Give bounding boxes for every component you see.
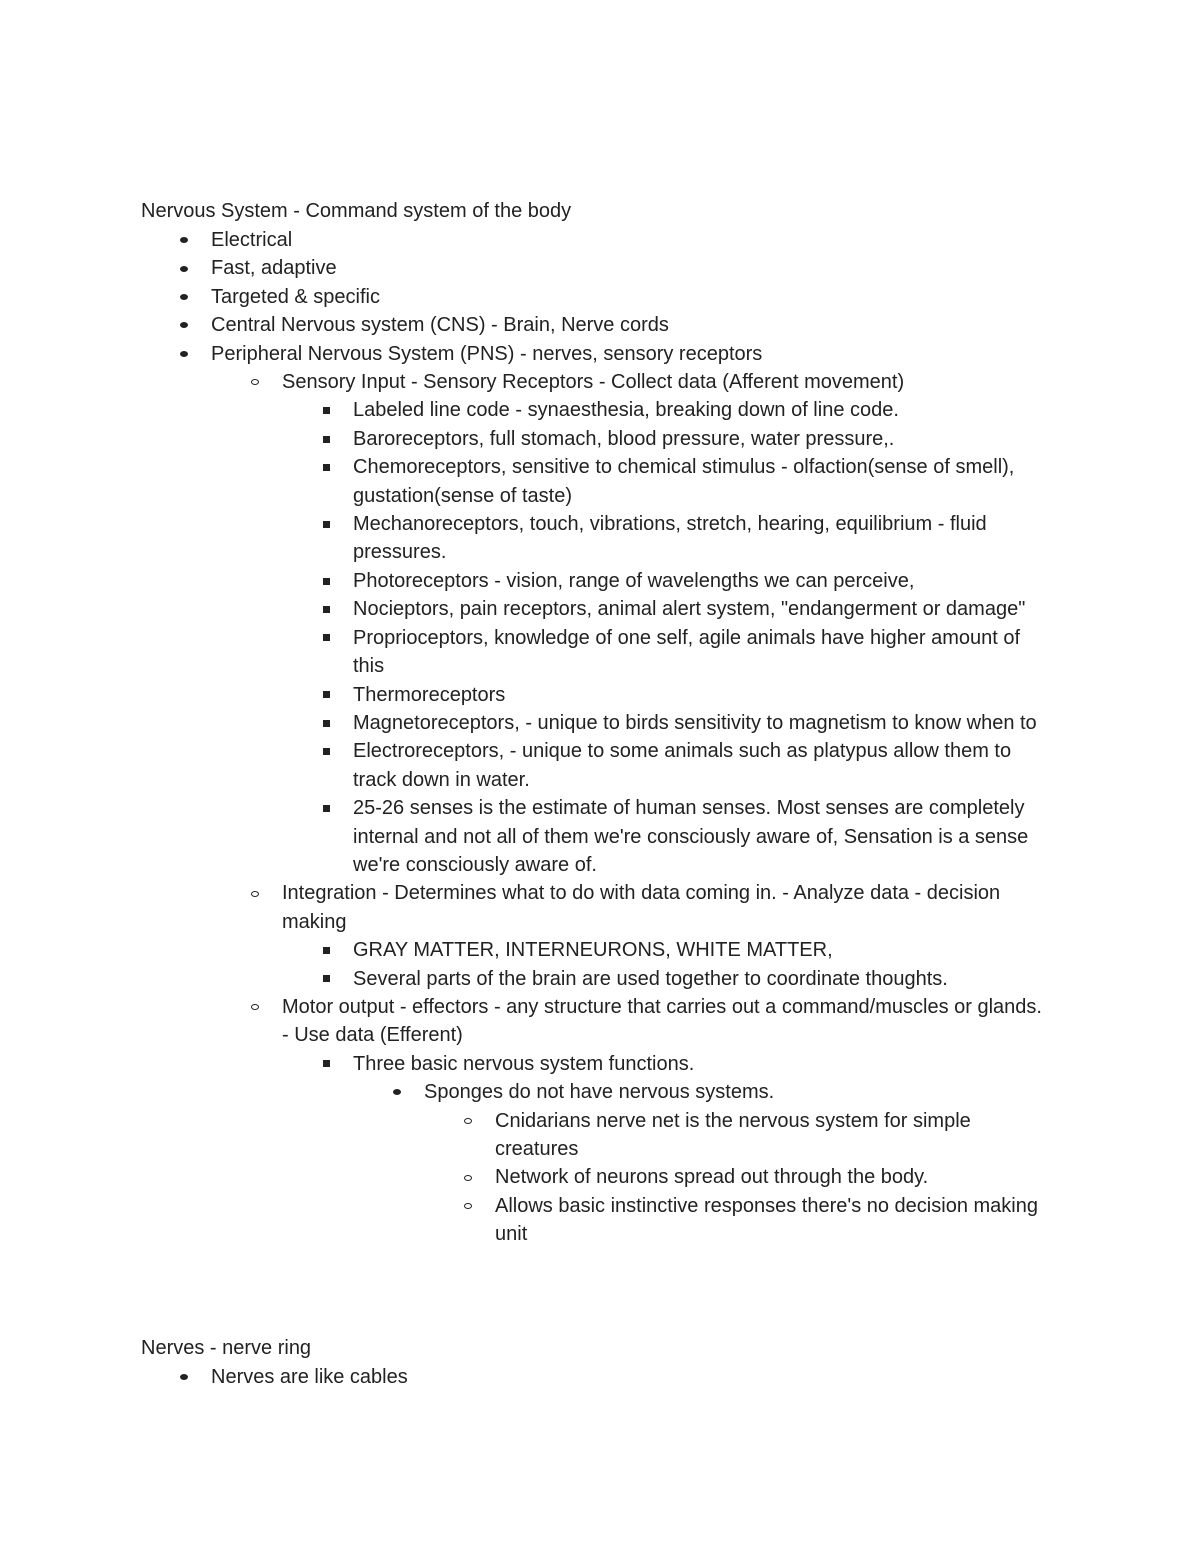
list-item: Mechanoreceptors, touch, vibrations, stretch, hearing, equilibrium - fluid pressures. [353, 510, 1051, 567]
integration-list [353, 936, 1051, 993]
bullet-square-icon [320, 624, 332, 652]
section-heading-nervous-system: Nervous System - Command system of the body [141, 200, 572, 222]
bullet-square-icon [320, 965, 332, 993]
list-item-sensory-input: Sensory Input - Sensory Receptors - Collect data (Afferent movement) Labeled line code - synaesthesia, breaking down of line code. Baroreceptors, full stomach, blood pressure, water pressure,. Chemoreceptors, sensitive to chemical stimulus - olfaction(sense of smell), gustation(sense of taste) Mechanoreceptors, touch, vibrations, stretch, hearing, equilibrium - fluid pressures. Photoreceptors - vision, range of wavelengths we can perceive, Nocieptors, pain receptors, animal alert system, "endangerment or damage" Proprioceptors, knowledge of one self, agile animals have higher amount of this Thermoreceptors Magnetoreceptors, - unique to birds sensitivity to magnetism to know when to Electroreceptors, - unique to some animals such as platypus allow them to track down in water. 25-26 senses is the estimate of human senses. Most senses are completely internal and not all of them we're consciously aware of, Sensation is a sense we're consciously aware of. [282, 368, 1051, 879]
bullet-circle-icon [462, 1107, 474, 1135]
bullet-square-icon [320, 595, 332, 623]
bullet-disc-icon [178, 283, 190, 311]
list-item: GRAY MATTER, INTERNEURONS, WHITE MATTER, [353, 936, 1051, 964]
list-item: Proprioceptors, knowledge of one self, agile animals have higher amount of this [353, 624, 1051, 681]
list-item: Cnidarians nerve net is the nervous system for simple creatures [495, 1107, 1051, 1164]
bullet-square-icon [320, 425, 332, 453]
list-item: 25-26 senses is the estimate of human senses. Most senses are completely internal and not all of them we're consciously aware of, Sensation is a sense we're consciously aware of. [353, 794, 1051, 879]
list-item: Nerves are like cables [211, 1363, 1051, 1391]
bullet-square-icon [320, 1050, 332, 1078]
list-item: Targeted & specific [211, 283, 1051, 311]
pns-sublist [282, 368, 1051, 1249]
bullet-disc-icon [178, 340, 190, 368]
list-item: Sponges do not have nervous systems. Cnidarians nerve net is the nervous system for simple creatures Network of neurons spread out through the body. Allows basic instinctive responses there's no decision making unit [424, 1078, 1051, 1248]
bullet-square-icon [320, 709, 332, 737]
nerves-list [211, 1363, 1051, 1391]
list-item: Chemoreceptors, sensitive to chemical stimulus - olfaction(sense of smell), gustation(sense of taste) [353, 453, 1051, 510]
list-item: Nocieptors, pain receptors, animal alert system, "endangerment or damage" [353, 595, 1051, 623]
motor-output-list [353, 1050, 1051, 1249]
bullet-square-icon [320, 567, 332, 595]
list-item: Thermoreceptors [353, 681, 1051, 709]
list-item: Central Nervous system (CNS) - Brain, Nerve cords [211, 311, 1051, 339]
bullet-square-icon [320, 794, 332, 822]
bullet-disc-icon [391, 1078, 403, 1106]
bullet-disc-icon [178, 254, 190, 282]
bullet-square-icon [320, 396, 332, 424]
list-item: Three basic nervous system functions. Sponges do not have nervous systems. Cnidarians nerve net is the nervous system for simple creatures Network of neurons spread out through the body. Allows basic instinctive responses there's no decision making unit [353, 1050, 1051, 1249]
list-item: Network of neurons spread out through the body. [495, 1163, 1051, 1191]
bullet-square-icon [320, 453, 332, 481]
bullet-disc-icon [178, 311, 190, 339]
list-item-integration: Integration - Determines what to do with data coming in. - Analyze data - decision making GRAY MATTER, INTERNEURONS, WHITE MATTER, Several parts of the brain are used together to coordinate thoughts. [282, 879, 1051, 993]
bullet-circle-icon [249, 368, 261, 396]
list-item: Several parts of the brain are used together to coordinate thoughts. [353, 965, 1051, 993]
list-item: Photoreceptors - vision, range of wavelengths we can perceive, [353, 567, 1051, 595]
bullet-square-icon [320, 936, 332, 964]
bullet-disc-icon [178, 226, 190, 254]
list-item: Allows basic instinctive responses there's no decision making unit [495, 1192, 1051, 1249]
sensory-receptor-list [353, 396, 1051, 879]
bullet-circle-icon [249, 993, 261, 1021]
simple-creatures-list [495, 1107, 1051, 1249]
bullet-circle-icon [462, 1192, 474, 1220]
list-item-motor-output: Motor output - effectors - any structure that carries out a command/muscles or glands. - Use data (Efferent) Three basic nervous system functions. Sponges do not have nervous systems. Cnidarians nerve net is the nervous system for simple creatures Network of neurons spread out through the body. Allows basic instinctive responses there's no decision making unit [282, 993, 1051, 1249]
bullet-square-icon [320, 681, 332, 709]
list-item: Baroreceptors, full stomach, blood pressure, water pressure,. [353, 425, 1051, 453]
bullet-square-icon [320, 737, 332, 765]
list-item: Fast, adaptive [211, 254, 1051, 282]
bullet-square-icon [320, 510, 332, 538]
bullet-circle-icon [462, 1163, 474, 1191]
list-item: Labeled line code - synaesthesia, breaking down of line code. [353, 396, 1051, 424]
functions-list [424, 1078, 1051, 1248]
bullet-disc-icon [178, 1363, 190, 1391]
list-item: Electroreceptors, - unique to some animals such as platypus allow them to track down in water. [353, 737, 1051, 794]
list-item: Electrical [211, 226, 1051, 254]
bullet-circle-icon [249, 879, 261, 907]
section-heading-nerves: Nerves - nerve ring [141, 1337, 312, 1359]
nervous-system-list [211, 226, 1051, 1249]
list-item-pns: Peripheral Nervous System (PNS) - nerves, sensory receptors Sensory Input - Sensory Receptors - Collect data (Afferent movement) Labeled line code - synaesthesia, breaking down of line code. Baroreceptors, full stomach, blood pressure, water pressure,. Chemoreceptors, sensitive to chemical stimulus - olfaction(sense of smell), gustation(sense of taste) Mechanoreceptors, touch, vibrations, stretch, hearing, equilibrium - fluid pressures. Photoreceptors - vision, range of wavelengths we can perceive, Nocieptors, pain receptors, animal alert system, "endangerment or damage" Proprioceptors, knowledge of one self, agile animals have higher amount of this Thermoreceptors Magnetoreceptors, - unique to birds sensitivity to magnetism to know when to Electroreceptors, - unique to some animals such as platypus allow them to track down in water. 25-26 senses is the estimate of human senses. Most senses are completely internal and not all of them we're consciously aware of, Sensation is a sense we're consciously aware of. Integration - Determines what to do with data coming in. - Analyze data - decision making GRAY MATTER, INTERNEURONS, WHITE MATTER, Several parts of the brain are used together to coordinate thoughts. Motor output - effectors - any structure that carries out a command/muscles or glands. - Use data (Efferent) Three basic nervous system functions. Sponges do not have nervous systems. Cnidarians nerve net is the nervous system for simple creatures Network of neurons spread out through the body. Allows basic instinctive responses there's no decision making unit [211, 340, 1051, 1249]
list-item: Magnetoreceptors, - unique to birds sensitivity to magnetism to know when to [353, 709, 1051, 737]
